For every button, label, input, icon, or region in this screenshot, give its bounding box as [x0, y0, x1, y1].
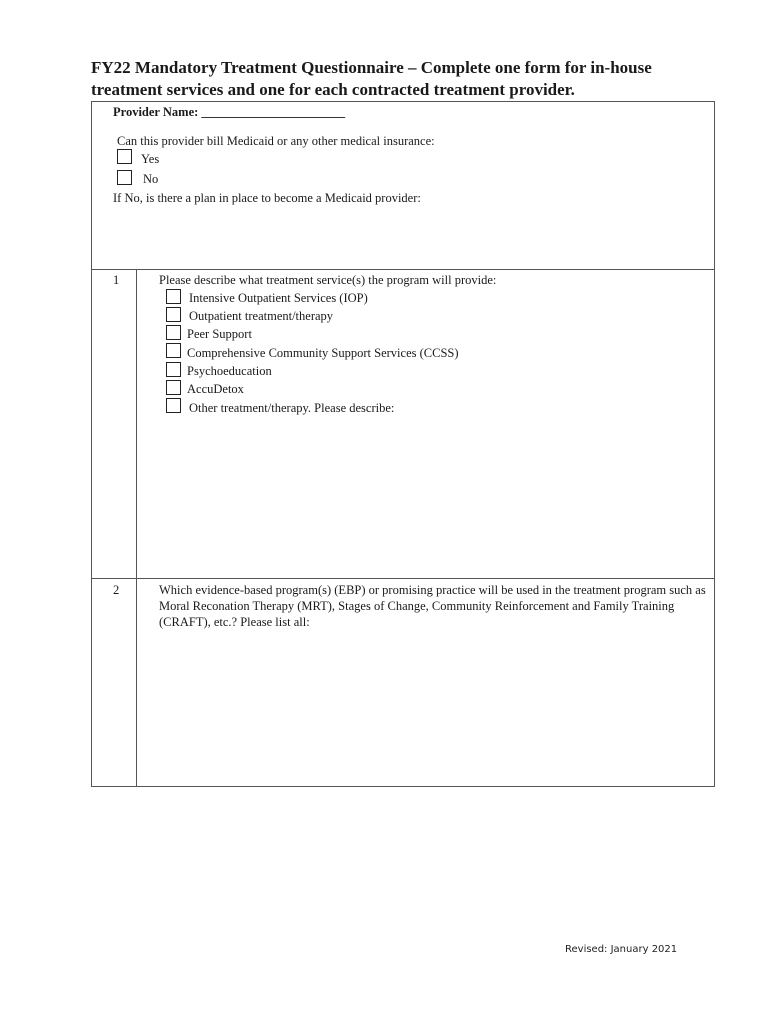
no-label: No [143, 172, 159, 186]
outpatient-checkbox[interactable] [166, 307, 181, 322]
other-treatment-label: Other treatment/therapy. Please describe: [189, 401, 395, 415]
number-column-divider [136, 269, 137, 786]
ccss-label: Comprehensive Community Support Services (CCSS) [187, 346, 459, 360]
psychoeducation-label: Psychoeducation [187, 364, 272, 378]
iop-checkbox[interactable] [166, 289, 181, 304]
peer-support-checkbox[interactable] [166, 325, 181, 340]
question-1-text: Please describe what treatment service(s) the program will provide: [159, 273, 497, 287]
medicaid-plan-question: If No, is there a plan in place to become a Medicaid provider: [113, 191, 421, 205]
question-1-number: 1 [113, 273, 120, 287]
accudetox-checkbox[interactable] [166, 380, 181, 395]
other-treatment-checkbox[interactable] [166, 398, 181, 413]
provider-name-label[interactable]: Provider Name: _______________________ [113, 105, 346, 119]
psychoeducation-checkbox[interactable] [166, 362, 181, 377]
accudetox-label: AccuDetox [187, 382, 244, 396]
questionnaire-table [91, 101, 715, 787]
ccss-checkbox[interactable] [166, 343, 181, 358]
medicaid-question: Can this provider bill Medicaid or any other medical insurance: [117, 134, 435, 148]
document-title: FY22 Mandatory Treatment Questionnaire – Complete one form for in-house treatment services and one for each contracted treatment provider. [91, 58, 652, 99]
revision-date: Revised: January 2021 [565, 944, 678, 955]
question-2-number: 2 [113, 583, 120, 597]
row-divider-1 [92, 269, 714, 270]
iop-label: Intensive Outpatient Services (IOP) [189, 291, 368, 305]
no-checkbox[interactable] [117, 170, 132, 185]
outpatient-label: Outpatient treatment/therapy [189, 309, 334, 323]
row-divider-2 [92, 578, 714, 579]
yes-label: Yes [141, 152, 160, 166]
yes-checkbox[interactable] [117, 149, 132, 164]
question-2-text: Which evidence-based program(s) (EBP) or promising practice will be used in the treatment program such as Moral Reconation Therapy (MRT), Stages of Change, Community Reinforcement and Family Training (CRAFT), etc.? Please list all: [159, 583, 706, 629]
peer-support-label: Peer Support [187, 327, 252, 341]
